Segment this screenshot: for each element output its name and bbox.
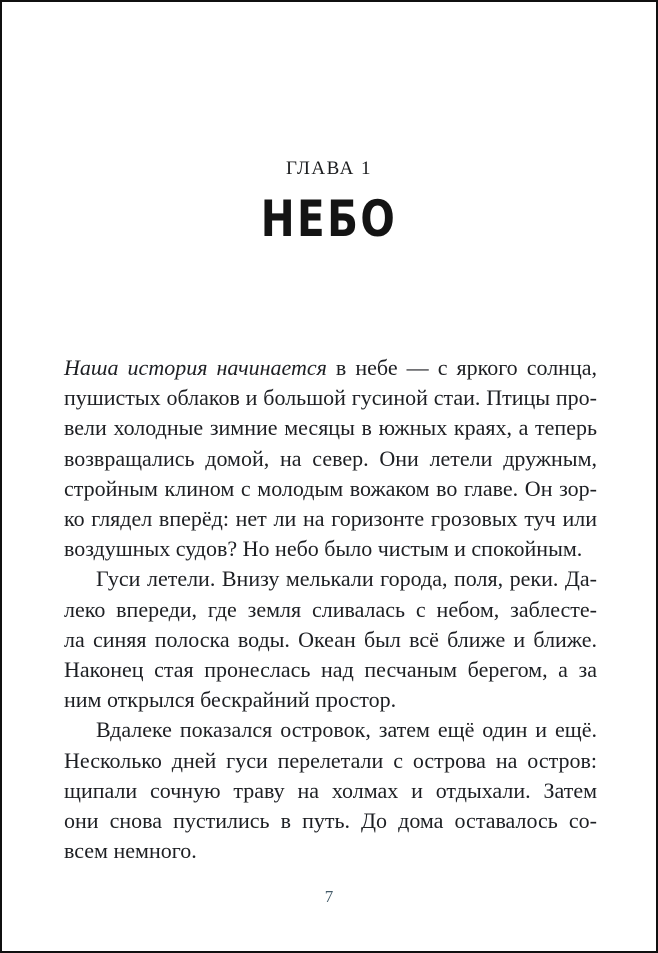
body-line: Несколько дней гуси перелетали с острова на остров: [64,747,597,773]
body-line: воздушных судов? Но небо было чистым и спокойным. [64,536,583,562]
body-line: всем немного. [64,838,197,864]
body-line [64,353,597,383]
italic-lead-in: Наша история начинается [64,355,327,380]
body-line: щипали сочную траву на холмах и отдыхали. Затем [64,777,597,803]
body-line-text: в небе — с яркого солнца, [326,355,597,380]
body-line: возвращались домой, на север. Они летели дружным, [64,445,597,471]
body-line: Гуси летели. Внизу мелькали города, поля, реки. Да- [96,566,597,592]
body-line: пушистых облаков и большой гусиной стаи. Птицы про- [64,385,597,411]
body-line: Наконец стая пронеслась над песчаным берегом, а за [64,657,597,683]
body-line: вели холодные зимние месяцы в южных краях, а теперь [64,415,597,441]
chapter-body [64,353,597,866]
body-line: они снова пустились в путь. До дома оставалось со- [64,808,597,834]
body-line: стройным клином с молодым вожаком во главе. Он зор- [64,475,597,501]
body-line: ним открылся бескрайний простор. [64,687,397,713]
body-line: леко впереди, где земля сливалась с небом, заблесте- [64,596,597,622]
chapter-label: ГЛАВА 1 [285,158,373,179]
page-number: 7 [324,887,334,906]
body-line: ко глядел вперёд: нет ли на горизонте грозовых туч или [64,506,597,532]
body-line: Вдалеке показался островок, затем ещё один и ещё. [96,717,597,743]
chapter-title: НЕБО [260,190,398,248]
body-line: ла синяя полоска воды. Океан был всё ближе и ближе. [64,626,597,652]
